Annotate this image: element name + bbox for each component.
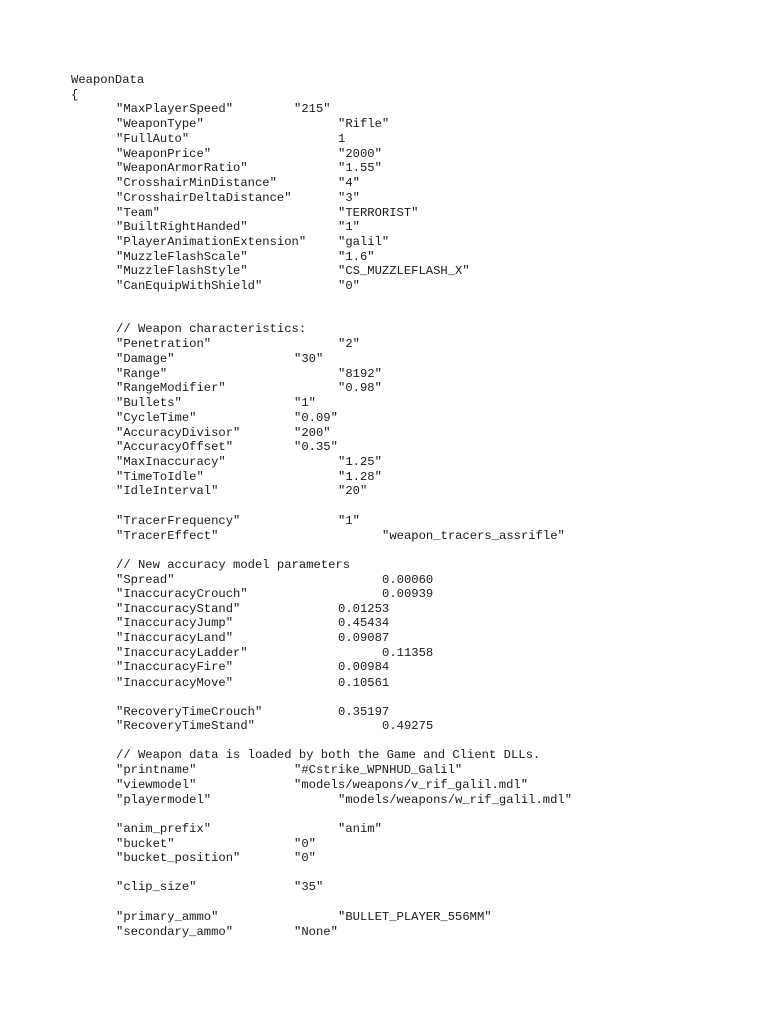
key-value-line [0,837,768,851]
key-value-line [0,132,768,146]
value-text: 0.35197 [338,705,390,719]
value-text: "0" [294,837,316,851]
key-value-line [0,352,768,366]
value-text: "None" [294,925,338,939]
key-text: WeaponData [71,73,145,87]
value-text: "0" [294,851,316,865]
key-text: "anim_prefix" [116,822,212,836]
value-text: "200" [294,426,331,440]
value-text: "1" [338,220,360,234]
key-text: "AccuracyOffset" [116,440,234,454]
value-text: "galil" [338,235,390,249]
key-text: "InaccuracyLand" [116,631,234,645]
value-text: "1" [294,396,316,410]
key-value-line [0,587,768,601]
value-text: "8192" [338,367,382,381]
value-text: "1.6" [338,250,375,264]
key-text: "WeaponArmorRatio" [116,161,248,175]
key-value-line [0,102,768,116]
key-value-line [0,250,768,264]
key-text: "BuiltRightHanded" [116,220,248,234]
key-text: "CrosshairDeltaDistance" [116,191,292,205]
key-text: "WeaponPrice" [116,147,212,161]
key-text: "InaccuracyJump" [116,616,234,630]
value-text: "weapon_tracers_assrifle" [382,529,565,543]
value-text: "TERRORIST" [338,206,419,220]
key-value-line [0,411,768,425]
value-text: 0.00939 [382,587,434,601]
value-text: 0.01253 [338,602,390,616]
key-value-line [0,793,768,807]
value-text: "30" [294,352,324,366]
key-text: "WeaponType" [116,117,204,131]
key-value-line [0,396,768,410]
key-value-line [0,235,768,249]
value-text: 0.45434 [338,616,390,630]
key-text: { [71,88,79,102]
key-value-line [0,616,768,630]
key-value-line [0,381,768,395]
key-text: "CrosshairMinDistance" [116,176,277,190]
value-text: "2" [338,337,360,351]
value-text: "models/weapons/w_rif_galil.mdl" [338,793,573,807]
key-text: "bucket_position" [116,851,241,865]
key-value-line [0,631,768,645]
key-text: "TracerEffect" [116,529,219,543]
key-text: "Spread" [116,573,175,587]
value-text: "35" [294,880,324,894]
key-value-line [0,337,768,351]
key-text: "MuzzleFlashScale" [116,250,248,264]
value-text: "0.09" [294,411,338,425]
value-text: "0.98" [338,381,382,395]
key-value-line [0,925,768,939]
value-text: "4" [338,176,360,190]
value-text: "1.28" [338,470,382,484]
key-value-line [0,660,768,674]
value-text: "BULLET_PLAYER_556MM" [338,910,492,924]
key-text: "bucket" [116,837,175,851]
key-text: "Range" [116,367,168,381]
key-value-line [0,822,768,836]
key-text: "MaxPlayerSpeed" [116,102,234,116]
key-value-line [0,147,768,161]
key-value-line [0,279,768,293]
key-value-line [0,880,768,894]
key-text: "PlayerAnimationExtension" [116,235,307,249]
key-text: "Team" [116,206,160,220]
key-text: "InaccuracyStand" [116,602,241,616]
key-value-line [0,191,768,205]
key-text: "FullAuto" [116,132,190,146]
key-value-line [0,264,768,278]
key-text: "RangeModifier" [116,381,226,395]
value-text: "215" [294,102,331,116]
block-header-line [0,88,768,102]
key-text: "InaccuracyMove" [116,676,234,690]
key-text: "clip_size" [116,880,197,894]
key-text: "CycleTime" [116,411,197,425]
key-text: "RecoveryTimeCrouch" [116,705,263,719]
key-value-line [0,220,768,234]
comment-text: // New accuracy model parameters [116,558,351,572]
value-text: 0.09087 [338,631,390,645]
key-text: "InaccuracyCrouch" [116,587,248,601]
key-text: "secondary_ammo" [116,925,234,939]
value-text: 0.10561 [338,676,390,690]
key-value-line [0,484,768,498]
key-text: "AccuracyDivisor" [116,426,241,440]
key-value-line [0,602,768,616]
key-text: "printname" [116,763,197,777]
key-value-line [0,676,768,690]
key-text: "IdleInterval" [116,484,219,498]
key-value-line [0,367,768,381]
key-value-line [0,176,768,190]
comment-line [0,322,768,336]
key-text: "TimeToIdle" [116,470,204,484]
value-text: 0.49275 [382,719,434,733]
value-text: "0" [338,279,360,293]
value-text: "CS_MUZZLEFLASH_X" [338,264,470,278]
value-text: 1 [338,132,346,146]
key-text: "InaccuracyLadder" [116,646,248,660]
value-text: "0.35" [294,440,338,454]
comment-line [0,748,768,762]
comment-text: // Weapon data is loaded by both the Game and Client DLLs. [116,748,541,762]
value-text: "Rifle" [338,117,390,131]
key-text: "viewmodel" [116,778,197,792]
key-value-line [0,910,768,924]
key-value-line [0,440,768,454]
value-text: "models/weapons/v_rif_galil.mdl" [294,778,529,792]
value-text: "3" [338,191,360,205]
key-value-line [0,161,768,175]
key-text: "CanEquipWithShield" [116,279,263,293]
key-value-line [0,117,768,131]
key-value-line [0,529,768,543]
key-text: "MaxInaccuracy" [116,455,226,469]
value-text: 0.00060 [382,573,434,587]
key-text: "primary_ammo" [116,910,219,924]
key-value-line [0,455,768,469]
key-value-line [0,719,768,733]
key-text: "RecoveryTimeStand" [116,719,255,733]
key-value-line [0,470,768,484]
key-value-line [0,763,768,777]
key-value-line [0,206,768,220]
key-value-line [0,426,768,440]
key-value-line [0,646,768,660]
value-text: "anim" [338,822,382,836]
value-text: "20" [338,484,368,498]
key-value-line [0,705,768,719]
key-text: "Bullets" [116,396,182,410]
value-text: "1.25" [338,455,382,469]
value-text: 0.11358 [382,646,434,660]
value-text: 0.00984 [338,660,390,674]
key-text: "Damage" [116,352,175,366]
value-text: "1" [338,514,360,528]
comment-line [0,558,768,572]
key-value-line [0,514,768,528]
key-value-line [0,573,768,587]
key-text: "Penetration" [116,337,212,351]
block-header-line [0,73,768,87]
key-text: "MuzzleFlashStyle" [116,264,248,278]
value-text: "1.55" [338,161,382,175]
key-value-line [0,778,768,792]
key-value-line [0,851,768,865]
key-text: "TracerFrequency" [116,514,241,528]
key-text: "playermodel" [116,793,212,807]
value-text: "2000" [338,147,382,161]
value-text: "#Cstrike_WPNHUD_Galil" [294,763,463,777]
key-text: "InaccuracyFire" [116,660,234,674]
comment-text: // Weapon characteristics: [116,322,307,336]
